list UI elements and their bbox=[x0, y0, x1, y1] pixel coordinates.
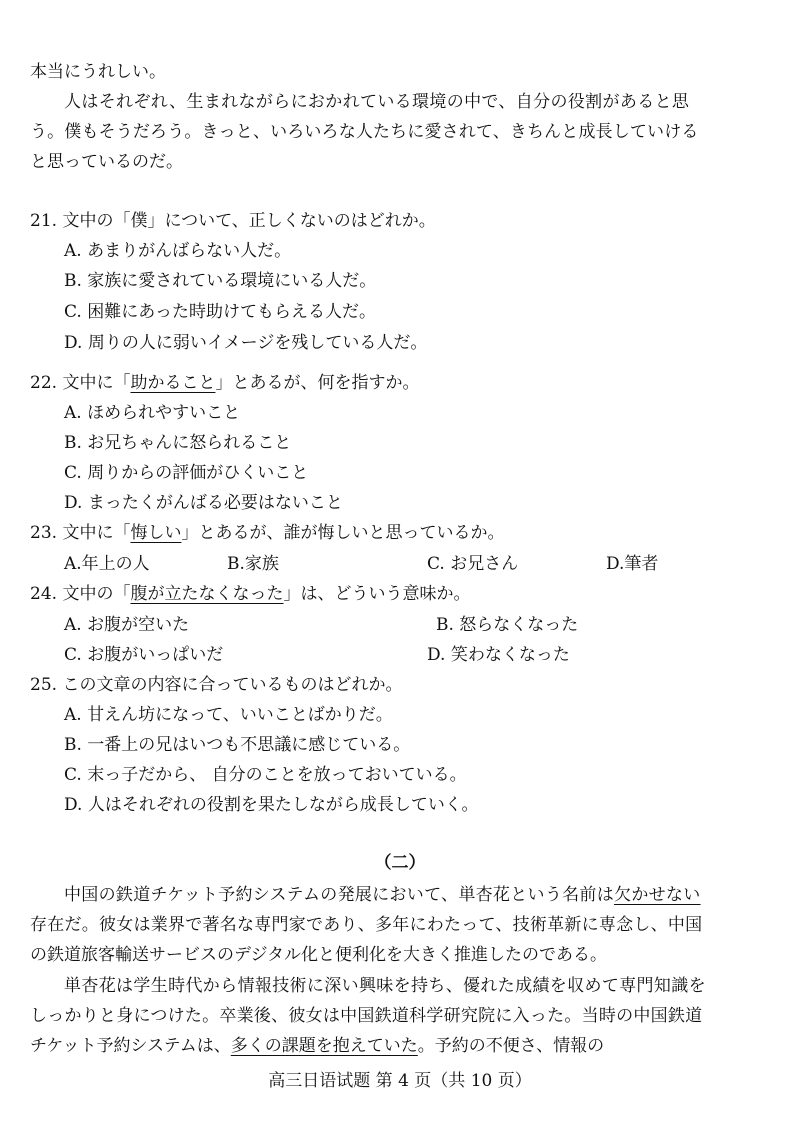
question-23-underlined-phrase: 悔しい bbox=[130, 523, 182, 543]
question-21-option-c: C. 困難にあった時助けてもらえる人だ。 bbox=[64, 302, 377, 322]
section-2-underlined-phrase-2: 多くの課題を抱えていた bbox=[230, 1036, 418, 1056]
page-footer: 高三日语试题 第 4 页（共 10 页） bbox=[268, 1071, 532, 1091]
question-22-underlined-phrase: 助かること bbox=[130, 373, 216, 393]
question-24-stem bbox=[30, 586, 470, 603]
question-23-option-c: C. お兄さん bbox=[427, 554, 519, 574]
question-23-stem bbox=[30, 525, 504, 542]
passage-line-4: と思っているのだ。 bbox=[30, 152, 183, 172]
question-24-option-d: D. 笑わなくなった bbox=[427, 645, 570, 665]
question-24-stem-pre: 24. 文中の「 bbox=[30, 584, 131, 604]
question-22-option-b: B. お兄ちゃんに怒られること bbox=[64, 433, 292, 453]
section-2-para-2-line-2: しっかりと身につけた。卒業後、彼女は中国鉄道科学研究院に入った。当時の中国鉄道 bbox=[30, 1006, 703, 1026]
passage-line-3: う。僕もそうだろう。きっと、いろいろな人たちに愛されて、きちんと成長していける bbox=[30, 122, 699, 142]
section-2-para-2-line-1: 単杏花は学生時代から情報技術に深い興味を持ち、優れた成績を収めて専門知識を bbox=[64, 976, 706, 996]
question-23-option-b: B.家族 bbox=[227, 554, 279, 574]
section-2-para-2-line-3 bbox=[30, 1038, 604, 1055]
question-23-stem-pre: 23. 文中に「 bbox=[30, 523, 131, 543]
question-25-option-b: B. 一番上の兄はいつも不思議に感じている。 bbox=[64, 735, 411, 755]
question-25-option-a: A. 甘えん坊になって、いいことばかりだ。 bbox=[64, 705, 393, 725]
question-25-option-d: D. 人はそれぞれの役割を果たしながら成長していく。 bbox=[64, 795, 479, 815]
question-25-option-c: C. 末っ子だから、 自分のことを放っておいている。 bbox=[64, 765, 467, 785]
question-23-option-a: A.年上の人 bbox=[64, 554, 150, 574]
question-24-stem-post: 」は、どういう意味か。 bbox=[283, 584, 471, 604]
question-22-option-c: C. 周りからの評価がひくいこと bbox=[64, 463, 309, 483]
question-22-option-d: D. まったくがんばる必要はないこと bbox=[64, 493, 343, 513]
section-2-underlined-phrase-1: 欠かせない bbox=[614, 885, 701, 905]
question-22-stem-post: 」とあるが、何を指すか。 bbox=[215, 373, 420, 393]
question-25-stem: 25. この文章の内容に合っているものはどれか。 bbox=[30, 675, 403, 695]
question-23-stem-post: 」とあるが、誰が悔しいと思っているか。 bbox=[181, 523, 505, 543]
question-22-stem-pre: 22. 文中に「 bbox=[30, 373, 131, 393]
question-21-stem: 21. 文中の「僕」について、正しくないのはどれか。 bbox=[30, 211, 436, 231]
question-24-option-a: A. お腹が空いた bbox=[64, 615, 190, 635]
section-2-para-1-line-1 bbox=[64, 887, 701, 904]
section-2-para-2-line-3-pre: チケット予約システムは、 bbox=[30, 1036, 231, 1056]
question-22-option-a: A. ほめられやすいこと bbox=[64, 403, 241, 423]
question-24-option-c: C. お腹がいっぱいだ bbox=[64, 645, 224, 665]
section-2-para-1-line-3: の鉄道旅客輸送サービスのデジタル化と便利化を大きく推進したのである。 bbox=[30, 945, 607, 965]
passage-line-2: 人はそれぞれ、生まれながらにおかれている環境の中で、自分の役割があると思 bbox=[64, 92, 690, 112]
passage-line-1: 本当にうれしい。 bbox=[30, 62, 166, 82]
question-24-option-b: B. 怒らなくなった bbox=[436, 615, 579, 635]
question-21-option-a: A. あまりがんばらない人だ。 bbox=[64, 241, 292, 261]
section-2-para-2-line-3-post: 。予約の不便さ、情報の bbox=[417, 1036, 605, 1056]
question-22-stem bbox=[30, 375, 419, 392]
section-2-para-1-line-1-pre: 中国の鉄道チケット予約システムの発展において、単杏花という名前は bbox=[64, 885, 615, 905]
question-24-underlined-phrase: 腹が立たなくなった bbox=[130, 584, 284, 604]
question-21-option-d: D. 周りの人に弱いイメージを残している人だ。 bbox=[64, 333, 428, 353]
question-21-option-b: B. 家族に愛されている環境にいる人だ。 bbox=[64, 271, 377, 291]
section-2-heading: （二） bbox=[374, 853, 426, 873]
question-23-option-d: D.筆者 bbox=[606, 554, 659, 574]
section-2-para-1-line-2: 存在だ。彼女は業界で著名な専門家であり、多年にわたって、技術革新に専念し、中国 bbox=[30, 915, 703, 935]
